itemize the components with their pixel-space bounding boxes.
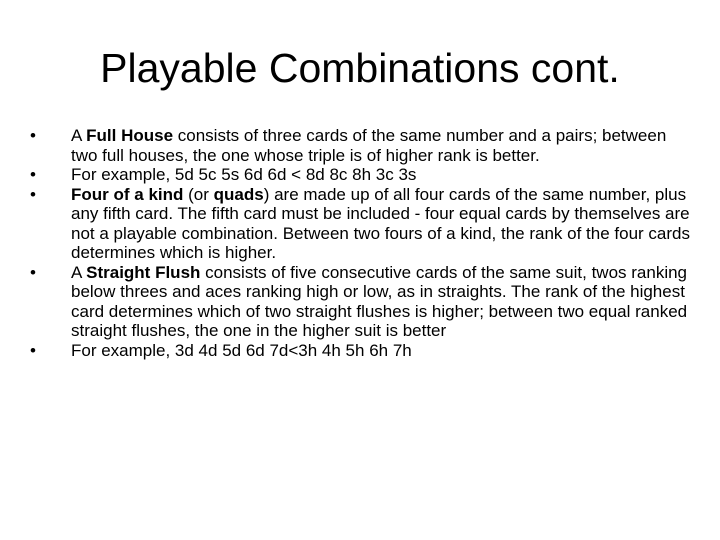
bullet-text (71, 341, 412, 360)
text-run: For example, 3d 4d 5d 6d 7d<3h 4h 5h 6h 7h (71, 340, 412, 360)
bullet-mark: • (30, 340, 36, 360)
bullet-text (71, 165, 416, 184)
bullet-text (71, 126, 666, 165)
bold-term: Full House (86, 126, 174, 145)
text-run: ) are made up of all four cards of the same number, plus any fifth card. The fifth card must be included - four equal cards by themselves are not a playable combination. Between two fours of a kind, the rank of the four cards determines which is higher. (71, 184, 690, 262)
bullet-mark: • (30, 126, 36, 145)
text-run: For example, 5d 5c 5s 6d 6d < 8d 8c 8h 3c 3s (71, 165, 417, 184)
bold-term: Straight Flush (86, 262, 201, 282)
text-run: consists of five consecutive cards of the same suit, twos ranking below threes and aces ranking high or low, as in straights. The rank of the highest card determines which of two straight flushes is higher; between two equal ranked straight flushes, the one in the higher suit is better (71, 262, 688, 340)
bullet-item (30, 185, 690, 263)
bold-term: Four of a kind (71, 184, 184, 204)
bullet-list (30, 126, 690, 360)
text-run: A (71, 126, 87, 145)
bullet-item (30, 165, 690, 185)
bullet-item (30, 126, 690, 165)
bullet-text (71, 185, 690, 263)
bullet-item (30, 341, 690, 361)
text-run: A (71, 262, 87, 282)
text-run: (or (183, 184, 214, 204)
bold-term: quads (213, 184, 264, 204)
text-run: consists of three cards of the same number and a pairs; between two full houses, the one whose triple is of higher rank is better. (71, 126, 667, 165)
bullet-mark: • (30, 184, 36, 204)
bullet-mark: • (30, 165, 36, 184)
bullet-mark: • (30, 262, 36, 282)
bullet-text (71, 263, 687, 341)
bullet-item (30, 263, 690, 341)
slide-title: Playable Combinations cont. (100, 45, 620, 91)
